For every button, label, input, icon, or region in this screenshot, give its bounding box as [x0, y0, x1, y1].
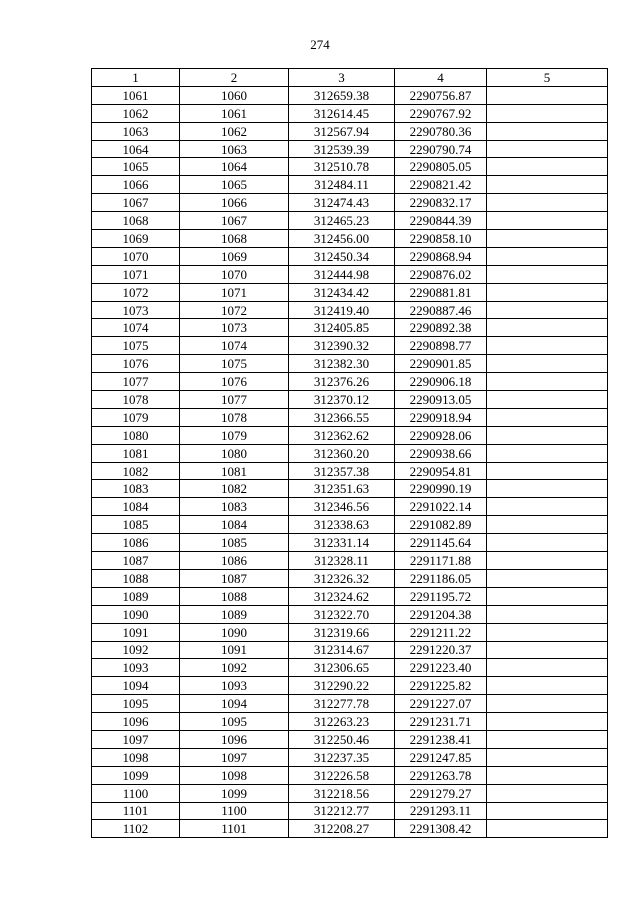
table-cell-col-2: 1071 — [180, 283, 289, 301]
table-row — [92, 444, 608, 462]
table-cell-col-1: 1102 — [92, 820, 180, 838]
table-cell-col-1: 1067 — [92, 194, 180, 212]
table-cell-col-5 — [487, 552, 608, 570]
table-cell-col-3: 312614.45 — [289, 104, 395, 122]
table-row — [92, 766, 608, 784]
table-cell-col-1: 1099 — [92, 766, 180, 784]
table-cell-col-3: 312370.12 — [289, 391, 395, 409]
table-cell-col-4: 2290938.66 — [395, 444, 487, 462]
table-row — [92, 569, 608, 587]
table-cell-col-1: 1093 — [92, 659, 180, 677]
table-row — [92, 140, 608, 158]
table-row — [92, 462, 608, 480]
table-cell-col-2: 1077 — [180, 391, 289, 409]
table-cell-col-5 — [487, 623, 608, 641]
table-cell-col-5 — [487, 659, 608, 677]
table-cell-col-5 — [487, 462, 608, 480]
table-cell-col-2: 1089 — [180, 605, 289, 623]
table-row — [92, 265, 608, 283]
table-cell-col-4: 2290901.85 — [395, 355, 487, 373]
table-cell-col-1: 1084 — [92, 498, 180, 516]
header-cell-3: 3 — [289, 69, 395, 87]
table-cell-col-2: 1065 — [180, 176, 289, 194]
table-cell-col-2: 1084 — [180, 516, 289, 534]
table-row — [92, 713, 608, 731]
table-cell-col-3: 312346.56 — [289, 498, 395, 516]
table-cell-col-2: 1063 — [180, 140, 289, 158]
table-cell-col-1: 1063 — [92, 122, 180, 140]
table-cell-col-3: 312390.32 — [289, 337, 395, 355]
table-cell-col-4: 2291247.85 — [395, 748, 487, 766]
table-cell-col-1: 1092 — [92, 641, 180, 659]
table-cell-col-1: 1064 — [92, 140, 180, 158]
header-cell-2: 2 — [180, 69, 289, 87]
table-cell-col-4: 2291231.71 — [395, 713, 487, 731]
table-row — [92, 408, 608, 426]
table-cell-col-5 — [487, 408, 608, 426]
table-cell-col-1: 1086 — [92, 534, 180, 552]
table-cell-col-2: 1073 — [180, 319, 289, 337]
table-cell-col-1: 1101 — [92, 802, 180, 820]
table-cell-col-1: 1062 — [92, 104, 180, 122]
table-row — [92, 730, 608, 748]
table-cell-col-1: 1066 — [92, 176, 180, 194]
table-cell-col-4: 2291279.27 — [395, 784, 487, 802]
table-cell-col-2: 1060 — [180, 86, 289, 104]
table-cell-col-2: 1083 — [180, 498, 289, 516]
table-cell-col-4: 2290881.81 — [395, 283, 487, 301]
table-cell-col-3: 312331.14 — [289, 534, 395, 552]
table-cell-col-3: 312434.42 — [289, 283, 395, 301]
table-cell-col-4: 2290913.05 — [395, 391, 487, 409]
table-row — [92, 86, 608, 104]
table-cell-col-2: 1094 — [180, 695, 289, 713]
table-cell-col-4: 2291186.05 — [395, 569, 487, 587]
table-cell-col-2: 1062 — [180, 122, 289, 140]
table-cell-col-3: 312326.32 — [289, 569, 395, 587]
table-row — [92, 480, 608, 498]
table-row — [92, 230, 608, 248]
table-cell-col-3: 312226.58 — [289, 766, 395, 784]
table-row — [92, 355, 608, 373]
table-cell-col-2: 1087 — [180, 569, 289, 587]
table-row — [92, 677, 608, 695]
table-cell-col-4: 2290892.38 — [395, 319, 487, 337]
table-row — [92, 373, 608, 391]
table-cell-col-2: 1086 — [180, 552, 289, 570]
table-cell-col-5 — [487, 730, 608, 748]
table-cell-col-3: 312263.23 — [289, 713, 395, 731]
table-cell-col-1: 1097 — [92, 730, 180, 748]
table-row — [92, 641, 608, 659]
coordinates-table — [91, 68, 608, 838]
table-cell-col-4: 2290918.94 — [395, 408, 487, 426]
table-cell-col-2: 1081 — [180, 462, 289, 480]
table-cell-col-4: 2290790.74 — [395, 140, 487, 158]
table-cell-col-5 — [487, 587, 608, 605]
table-cell-col-5 — [487, 784, 608, 802]
table-row — [92, 516, 608, 534]
table-cell-col-4: 2291204.38 — [395, 605, 487, 623]
table-cell-col-3: 312376.26 — [289, 373, 395, 391]
table-cell-col-4: 2290887.46 — [395, 301, 487, 319]
table-cell-col-5 — [487, 104, 608, 122]
table-row — [92, 748, 608, 766]
table-cell-col-1: 1098 — [92, 748, 180, 766]
table-cell-col-5 — [487, 534, 608, 552]
table-cell-col-1: 1061 — [92, 86, 180, 104]
table-cell-col-5 — [487, 301, 608, 319]
table-cell-col-3: 312484.11 — [289, 176, 395, 194]
table-cell-col-1: 1080 — [92, 426, 180, 444]
table-cell-col-2: 1093 — [180, 677, 289, 695]
table-body — [92, 86, 608, 837]
table-cell-col-2: 1091 — [180, 641, 289, 659]
table-cell-col-5 — [487, 802, 608, 820]
table-cell-col-4: 2290928.06 — [395, 426, 487, 444]
table-cell-col-4: 2290832.17 — [395, 194, 487, 212]
table-cell-col-3: 312314.67 — [289, 641, 395, 659]
table-cell-col-5 — [487, 373, 608, 391]
table-cell-col-3: 312510.78 — [289, 158, 395, 176]
table-cell-col-3: 312456.00 — [289, 230, 395, 248]
table-row — [92, 587, 608, 605]
table-row — [92, 426, 608, 444]
table-cell-col-4: 2290898.77 — [395, 337, 487, 355]
table-cell-col-4: 2291211.22 — [395, 623, 487, 641]
table-row — [92, 623, 608, 641]
table-cell-col-4: 2290821.42 — [395, 176, 487, 194]
table-cell-col-2: 1061 — [180, 104, 289, 122]
table-cell-col-5 — [487, 426, 608, 444]
table-cell-col-2: 1090 — [180, 623, 289, 641]
table-cell-col-5 — [487, 176, 608, 194]
table-cell-col-4: 2291263.78 — [395, 766, 487, 784]
table-cell-col-2: 1092 — [180, 659, 289, 677]
table-header — [92, 69, 608, 87]
table-cell-col-5 — [487, 122, 608, 140]
table-cell-col-3: 312465.23 — [289, 212, 395, 230]
table-cell-col-4: 2290756.87 — [395, 86, 487, 104]
table-row — [92, 301, 608, 319]
table-row — [92, 802, 608, 820]
table-cell-col-3: 312322.70 — [289, 605, 395, 623]
table-cell-col-5 — [487, 194, 608, 212]
table-row — [92, 659, 608, 677]
table-cell-col-4: 2291223.40 — [395, 659, 487, 677]
table-cell-col-4: 2291145.64 — [395, 534, 487, 552]
table-cell-col-5 — [487, 748, 608, 766]
table-cell-col-2: 1072 — [180, 301, 289, 319]
table-cell-col-5 — [487, 355, 608, 373]
table-cell-col-5 — [487, 516, 608, 534]
table-cell-col-5 — [487, 569, 608, 587]
table-row — [92, 283, 608, 301]
table-row — [92, 337, 608, 355]
table-cell-col-1: 1075 — [92, 337, 180, 355]
table-cell-col-1: 1070 — [92, 247, 180, 265]
table-cell-col-4: 2290990.19 — [395, 480, 487, 498]
table-row — [92, 194, 608, 212]
table-cell-col-1: 1073 — [92, 301, 180, 319]
table-cell-col-2: 1080 — [180, 444, 289, 462]
table-cell-col-1: 1085 — [92, 516, 180, 534]
table-cell-col-3: 312218.56 — [289, 784, 395, 802]
table-cell-col-2: 1097 — [180, 748, 289, 766]
table-cell-col-5 — [487, 337, 608, 355]
table-row — [92, 695, 608, 713]
table-cell-col-2: 1074 — [180, 337, 289, 355]
table-cell-col-2: 1064 — [180, 158, 289, 176]
table-cell-col-1: 1071 — [92, 265, 180, 283]
table-cell-col-1: 1088 — [92, 569, 180, 587]
table-cell-col-5 — [487, 605, 608, 623]
table-cell-col-4: 2290876.02 — [395, 265, 487, 283]
table-cell-col-3: 312444.98 — [289, 265, 395, 283]
table-cell-col-3: 312362.62 — [289, 426, 395, 444]
table-cell-col-4: 2290844.39 — [395, 212, 487, 230]
table-cell-col-5 — [487, 230, 608, 248]
table-cell-col-5 — [487, 212, 608, 230]
table-cell-col-5 — [487, 444, 608, 462]
table-row — [92, 498, 608, 516]
table-cell-col-1: 1089 — [92, 587, 180, 605]
table-cell-col-3: 312539.39 — [289, 140, 395, 158]
table-cell-col-3: 312277.78 — [289, 695, 395, 713]
table-cell-col-2: 1066 — [180, 194, 289, 212]
table-cell-col-2: 1070 — [180, 265, 289, 283]
table-cell-col-5 — [487, 766, 608, 784]
table-cell-col-4: 2290780.36 — [395, 122, 487, 140]
table-cell-col-3: 312419.40 — [289, 301, 395, 319]
table-cell-col-1: 1076 — [92, 355, 180, 373]
header-cell-4: 4 — [395, 69, 487, 87]
table-cell-col-1: 1082 — [92, 462, 180, 480]
table-cell-col-3: 312290.22 — [289, 677, 395, 695]
table-cell-col-3: 312338.63 — [289, 516, 395, 534]
table-cell-col-5 — [487, 86, 608, 104]
table-cell-col-3: 312659.38 — [289, 86, 395, 104]
table-cell-col-3: 312405.85 — [289, 319, 395, 337]
table-row — [92, 104, 608, 122]
table-cell-col-1: 1079 — [92, 408, 180, 426]
table-cell-col-1: 1100 — [92, 784, 180, 802]
table-cell-col-1: 1081 — [92, 444, 180, 462]
table-cell-col-5 — [487, 641, 608, 659]
table-cell-col-2: 1079 — [180, 426, 289, 444]
table-cell-col-2: 1085 — [180, 534, 289, 552]
table-cell-col-1: 1095 — [92, 695, 180, 713]
table-cell-col-3: 312324.62 — [289, 587, 395, 605]
table-cell-col-1: 1072 — [92, 283, 180, 301]
table-cell-col-3: 312250.46 — [289, 730, 395, 748]
table-cell-col-3: 312450.34 — [289, 247, 395, 265]
table-cell-col-2: 1082 — [180, 480, 289, 498]
table-cell-col-4: 2291238.41 — [395, 730, 487, 748]
table-cell-col-5 — [487, 713, 608, 731]
table-cell-col-5 — [487, 140, 608, 158]
table-cell-col-2: 1096 — [180, 730, 289, 748]
table-cell-col-5 — [487, 498, 608, 516]
table-row — [92, 122, 608, 140]
table-cell-col-3: 312474.43 — [289, 194, 395, 212]
table-cell-col-4: 2291082.89 — [395, 516, 487, 534]
table-cell-col-4: 2290868.94 — [395, 247, 487, 265]
table-cell-col-4: 2290858.10 — [395, 230, 487, 248]
table-cell-col-3: 312360.20 — [289, 444, 395, 462]
table-cell-col-2: 1088 — [180, 587, 289, 605]
table-row — [92, 784, 608, 802]
table-cell-col-1: 1074 — [92, 319, 180, 337]
table-cell-col-4: 2291195.72 — [395, 587, 487, 605]
table-cell-col-2: 1099 — [180, 784, 289, 802]
header-row — [92, 69, 608, 87]
table-row — [92, 212, 608, 230]
table-cell-col-5 — [487, 480, 608, 498]
table-cell-col-1: 1078 — [92, 391, 180, 409]
table-cell-col-4: 2291227.07 — [395, 695, 487, 713]
table-cell-col-3: 312382.30 — [289, 355, 395, 373]
table-cell-col-4: 2290954.81 — [395, 462, 487, 480]
table-cell-col-1: 1065 — [92, 158, 180, 176]
table-row — [92, 158, 608, 176]
table-cell-col-1: 1096 — [92, 713, 180, 731]
table-cell-col-3: 312328.11 — [289, 552, 395, 570]
table-cell-col-3: 312357.38 — [289, 462, 395, 480]
table-cell-col-1: 1094 — [92, 677, 180, 695]
table-cell-col-4: 2291220.37 — [395, 641, 487, 659]
table-cell-col-4: 2290805.05 — [395, 158, 487, 176]
table-cell-col-4: 2290906.18 — [395, 373, 487, 391]
table-cell-col-5 — [487, 391, 608, 409]
table-cell-col-3: 312208.27 — [289, 820, 395, 838]
page-number: 274 — [310, 37, 330, 52]
table-cell-col-1: 1091 — [92, 623, 180, 641]
table-cell-col-2: 1067 — [180, 212, 289, 230]
table-cell-col-2: 1068 — [180, 230, 289, 248]
table-cell-col-2: 1095 — [180, 713, 289, 731]
table-cell-col-5 — [487, 677, 608, 695]
table-cell-col-2: 1076 — [180, 373, 289, 391]
table-cell-col-1: 1083 — [92, 480, 180, 498]
table-cell-col-3: 312237.35 — [289, 748, 395, 766]
table-cell-col-5 — [487, 695, 608, 713]
table-row — [92, 176, 608, 194]
table-row — [92, 247, 608, 265]
table-cell-col-5 — [487, 319, 608, 337]
table-cell-col-1: 1087 — [92, 552, 180, 570]
table-cell-col-2: 1078 — [180, 408, 289, 426]
table-cell-col-5 — [487, 265, 608, 283]
table-cell-col-2: 1098 — [180, 766, 289, 784]
table-cell-col-4: 2291225.82 — [395, 677, 487, 695]
table-cell-col-1: 1069 — [92, 230, 180, 248]
table-cell-col-2: 1101 — [180, 820, 289, 838]
table-row — [92, 552, 608, 570]
table-cell-col-3: 312319.66 — [289, 623, 395, 641]
table-row — [92, 391, 608, 409]
header-cell-1: 1 — [92, 69, 180, 87]
table-cell-col-3: 312212.77 — [289, 802, 395, 820]
table-cell-col-1: 1068 — [92, 212, 180, 230]
table-cell-col-5 — [487, 158, 608, 176]
table-cell-col-2: 1075 — [180, 355, 289, 373]
table-cell-col-2: 1100 — [180, 802, 289, 820]
table-cell-col-4: 2291022.14 — [395, 498, 487, 516]
table-row — [92, 820, 608, 838]
table-cell-col-3: 312567.94 — [289, 122, 395, 140]
table-cell-col-4: 2291171.88 — [395, 552, 487, 570]
table-cell-col-1: 1090 — [92, 605, 180, 623]
table-cell-col-5 — [487, 283, 608, 301]
table-row — [92, 605, 608, 623]
table-row — [92, 319, 608, 337]
table-cell-col-3: 312366.55 — [289, 408, 395, 426]
table-cell-col-5 — [487, 247, 608, 265]
header-cell-5: 5 — [487, 69, 608, 87]
table-cell-col-1: 1077 — [92, 373, 180, 391]
table-cell-col-4: 2291293.11 — [395, 802, 487, 820]
table-cell-col-5 — [487, 820, 608, 838]
table-row — [92, 534, 608, 552]
table-cell-col-4: 2290767.92 — [395, 104, 487, 122]
table-cell-col-3: 312306.65 — [289, 659, 395, 677]
table-cell-col-4: 2291308.42 — [395, 820, 487, 838]
table-cell-col-3: 312351.63 — [289, 480, 395, 498]
table-cell-col-2: 1069 — [180, 247, 289, 265]
